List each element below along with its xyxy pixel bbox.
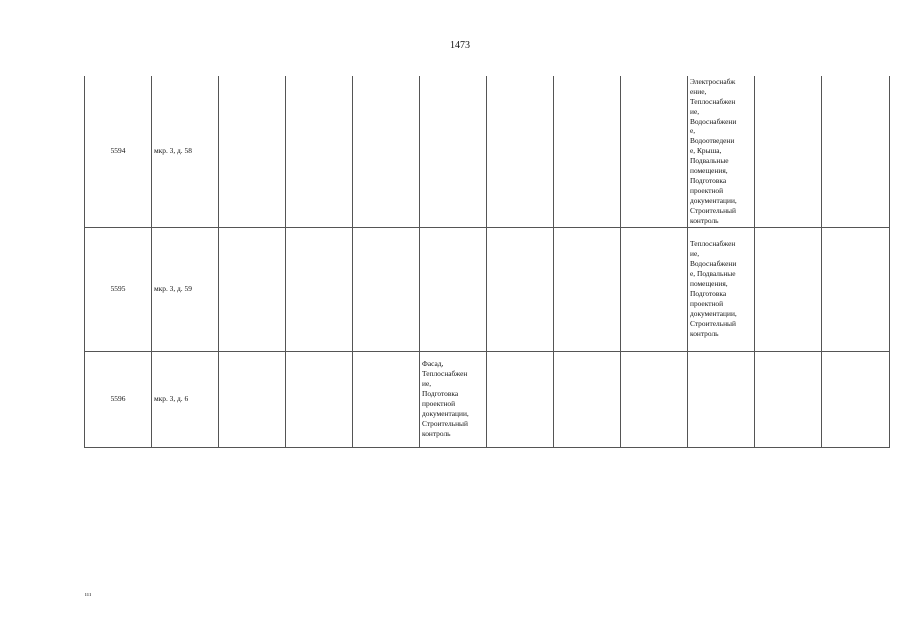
empty-cell (219, 227, 286, 351)
housing-repair-table (84, 76, 890, 448)
empty-cell (487, 76, 554, 227)
empty-cell (286, 76, 353, 227)
empty-cell (219, 76, 286, 227)
works-cell: Электроснабж ение, Теплоснабжен ие, Водоснабжени е, Водоотведени е, Крыша, Подвальные помещения, Подготовка проектной документации, Строительный контроль (688, 76, 755, 227)
empty-cell (755, 351, 822, 447)
empty-cell (621, 227, 688, 351)
empty-cell (554, 227, 621, 351)
empty-cell (286, 351, 353, 447)
empty-cell (755, 76, 822, 227)
empty-cell (554, 76, 621, 227)
empty-cell (353, 351, 420, 447)
page-number: 1473 (450, 40, 470, 51)
table-row (85, 351, 890, 447)
table-row (85, 76, 890, 227)
empty-cell (487, 227, 554, 351)
table-row (85, 227, 890, 351)
row-id: 5596 (85, 351, 152, 447)
empty-cell (286, 227, 353, 351)
works-cell: Теплоснабжен ие, Водоснабжени е, Подвальные помещения, Подготовка проектной документации, Строительный контроль (688, 227, 755, 351)
works-cell (420, 227, 487, 351)
empty-cell (822, 76, 890, 227)
works-cell (420, 76, 487, 227)
empty-cell (353, 76, 420, 227)
empty-cell (487, 351, 554, 447)
works-cell (688, 351, 755, 447)
empty-cell (554, 351, 621, 447)
row-id: 5594 (85, 76, 152, 227)
footer-mark: ııı (85, 592, 92, 598)
empty-cell (621, 351, 688, 447)
row-address: мкр. 3, д. 58 (152, 76, 219, 227)
empty-cell (822, 227, 890, 351)
empty-cell (353, 227, 420, 351)
empty-cell (755, 227, 822, 351)
works-cell: Фасад, Теплоснабжен ие, Подготовка проектной документации, Строительный контроль (420, 351, 487, 447)
row-address: мкр. 3, д. 6 (152, 351, 219, 447)
empty-cell (219, 351, 286, 447)
empty-cell (621, 76, 688, 227)
empty-cell (822, 351, 890, 447)
row-id: 5595 (85, 227, 152, 351)
row-address: мкр. 3, д. 59 (152, 227, 219, 351)
